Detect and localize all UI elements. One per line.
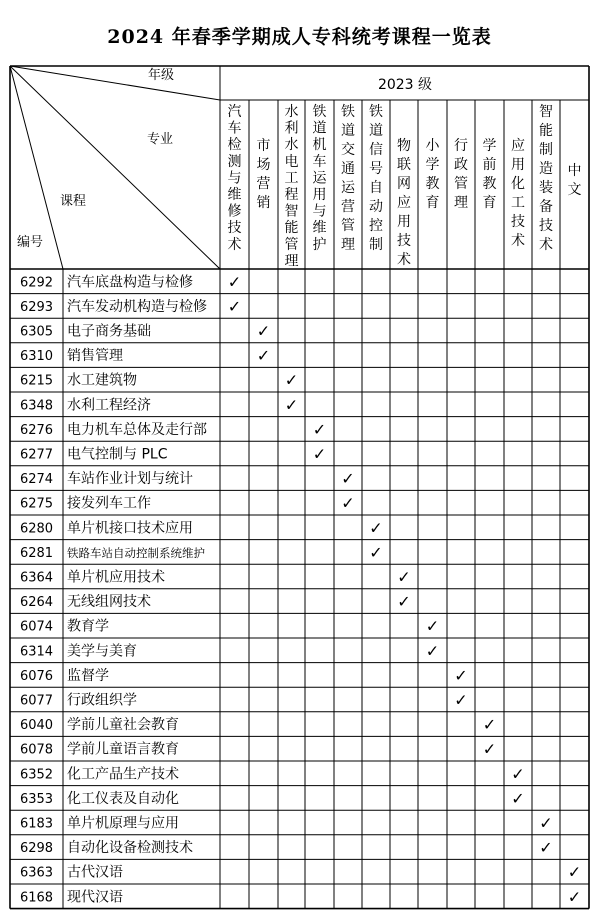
check-mark: ✓ (454, 665, 468, 685)
course-name: 无线组网技术 (67, 594, 151, 611)
major-header-label: 水利水电工程智能管理 (284, 104, 299, 270)
table-row (20, 764, 525, 783)
course-name: 水利工程经济 (67, 397, 151, 414)
table-row (20, 592, 411, 611)
check-mark: ✓ (397, 567, 411, 587)
major-header (397, 137, 411, 268)
table-row (20, 617, 439, 636)
course-code: 6364 (19, 570, 54, 586)
course-name: 美学与美育 (67, 643, 137, 660)
check-mark: ✓ (341, 493, 355, 513)
course-code: 6348 (19, 398, 54, 414)
check-mark: ✓ (539, 813, 553, 833)
major-header-label: 应用化工技术 (511, 138, 525, 249)
major-headers (228, 103, 582, 269)
major-header-label: 小学教育 (425, 138, 440, 211)
check-mark: ✓ (567, 887, 582, 907)
table-row (20, 395, 298, 414)
table-row (20, 518, 383, 537)
major-header-label: 中文 (567, 163, 582, 198)
course-name: 电力机车总体及走行部 (67, 421, 207, 438)
course-name: 自动化设备检测技术 (67, 840, 193, 857)
table-row (20, 371, 298, 390)
check-mark: ✓ (511, 788, 525, 808)
major-header-label: 智能制造装备技术 (539, 104, 553, 253)
check-mark: ✓ (312, 419, 327, 439)
major-header (257, 138, 271, 211)
course-code: 6077 (19, 693, 54, 709)
course-code: 6074 (19, 619, 54, 635)
check-mark: ✓ (454, 690, 468, 710)
course-code: 6305 (19, 324, 54, 340)
course-code: 6275 (19, 496, 54, 512)
table-row (20, 863, 581, 882)
check-mark: ✓ (539, 838, 553, 858)
major-header (426, 138, 441, 211)
table-row (20, 568, 411, 587)
course-code: 6168 (19, 890, 54, 906)
course-name: 铁路车站自动控制系统维护 (67, 545, 205, 560)
year-label: 2023 级 (377, 77, 433, 93)
course-name: 单片机原理与应用 (67, 815, 179, 832)
check-mark: ✓ (227, 296, 242, 316)
table-row (20, 346, 270, 365)
course-name: 汽车底盘构造与检修 (67, 274, 193, 291)
course-code: 6280 (19, 521, 54, 537)
table-row (20, 272, 241, 291)
course-code: 6277 (19, 447, 54, 463)
course-name: 学前儿童社会教育 (67, 717, 179, 734)
check-mark: ✓ (482, 739, 497, 759)
course-code: 6314 (19, 644, 54, 660)
course-name: 古代汉语 (67, 864, 123, 881)
page-title: 2024 年春季学期成人专科统考课程一览表 (107, 26, 492, 48)
table-row (20, 691, 468, 710)
check-mark: ✓ (284, 370, 299, 390)
course-name: 电子商务基础 (67, 323, 151, 340)
major-header (568, 162, 582, 198)
check-mark: ✓ (256, 321, 271, 341)
major-header (228, 104, 242, 253)
corner-diagonal (10, 66, 220, 100)
check-mark: ✓ (425, 616, 440, 636)
corner-major-label: 专业 (147, 132, 174, 147)
course-code: 6363 (19, 865, 54, 881)
course-code: 6353 (19, 791, 54, 807)
course-code: 6276 (19, 422, 54, 438)
check-mark: ✓ (482, 715, 497, 735)
check-mark: ✓ (312, 444, 327, 464)
check-mark: ✓ (256, 346, 271, 366)
course-code: 6293 (19, 299, 54, 315)
major-header-label: 铁道机车运用与维护 (312, 104, 327, 253)
check-mark: ✓ (227, 272, 242, 292)
course-code: 6078 (19, 742, 54, 758)
course-code: 6352 (19, 767, 54, 783)
check-mark: ✓ (567, 862, 582, 882)
table-row (20, 887, 581, 906)
course-code: 6040 (19, 718, 54, 734)
course-name: 化工仪表及自动化 (67, 790, 179, 807)
course-name: 行政组织学 (67, 692, 137, 709)
table-row (20, 469, 355, 488)
check-mark: ✓ (341, 469, 355, 489)
course-code: 6310 (19, 349, 54, 365)
course-name: 水工建筑物 (67, 372, 137, 389)
major-header-label: 物联网应用技术 (397, 138, 411, 268)
course-code: 6264 (19, 595, 54, 611)
table-row (20, 838, 553, 857)
major-header (539, 104, 553, 253)
major-header (483, 138, 497, 211)
major-header-label: 汽车检测与维修技术 (227, 104, 242, 253)
check-mark: ✓ (511, 764, 525, 784)
course-name: 接发列车工作 (67, 495, 151, 512)
course-name: 车站作业计划与统计 (67, 471, 193, 488)
corner-course-label: 课程 (60, 194, 87, 209)
course-name: 教育学 (67, 618, 109, 635)
course-code: 6183 (19, 816, 54, 832)
check-mark: ✓ (425, 641, 440, 661)
course-code: 6076 (19, 668, 54, 684)
course-name: 学前儿童语言教育 (67, 741, 179, 758)
check-mark: ✓ (397, 592, 411, 612)
table-row (20, 715, 496, 734)
major-header (511, 138, 525, 249)
major-header-label: 市场营销 (256, 138, 271, 211)
major-header-label: 铁道交通运营管理 (341, 104, 355, 253)
course-name: 单片机应用技术 (67, 569, 165, 586)
course-code: 6215 (19, 373, 54, 389)
table-row (20, 789, 525, 808)
table-row (20, 297, 241, 316)
major-header (285, 103, 299, 269)
major-header-label: 行政管理 (454, 138, 468, 211)
course-code: 6298 (19, 841, 54, 857)
table-row (20, 445, 326, 464)
table-row (20, 494, 355, 513)
course-code: 6281 (19, 545, 54, 561)
check-mark: ✓ (284, 395, 299, 415)
table-row (20, 814, 553, 833)
course-name: 现代汉语 (67, 889, 123, 906)
table-row (20, 641, 439, 660)
table-row (20, 322, 270, 341)
table-row (20, 543, 383, 562)
major-header (454, 138, 468, 211)
course-name: 单片机接口技术应用 (67, 520, 193, 537)
corner-code-label: 编号 (17, 235, 44, 250)
major-header (369, 103, 383, 253)
major-header (313, 103, 328, 253)
course-name: 监督学 (67, 667, 109, 684)
major-header-label: 学前教育 (482, 138, 497, 211)
check-mark: ✓ (369, 542, 383, 562)
course-name: 电气控制与 PLC (67, 446, 168, 463)
major-header (341, 103, 356, 253)
course-name: 销售管理 (67, 348, 123, 365)
major-header-label: 铁道信号自动控制 (369, 104, 383, 253)
course-name: 化工产品生产技术 (67, 766, 179, 783)
table-row (20, 740, 496, 759)
course-name: 汽车发动机构造与检修 (67, 298, 207, 315)
course-code: 6292 (19, 275, 54, 291)
corner-grade-label: 年级 (148, 68, 175, 83)
check-mark: ✓ (369, 518, 383, 538)
table-row (20, 420, 326, 439)
table-row (20, 666, 468, 685)
course-code: 6274 (19, 472, 54, 488)
